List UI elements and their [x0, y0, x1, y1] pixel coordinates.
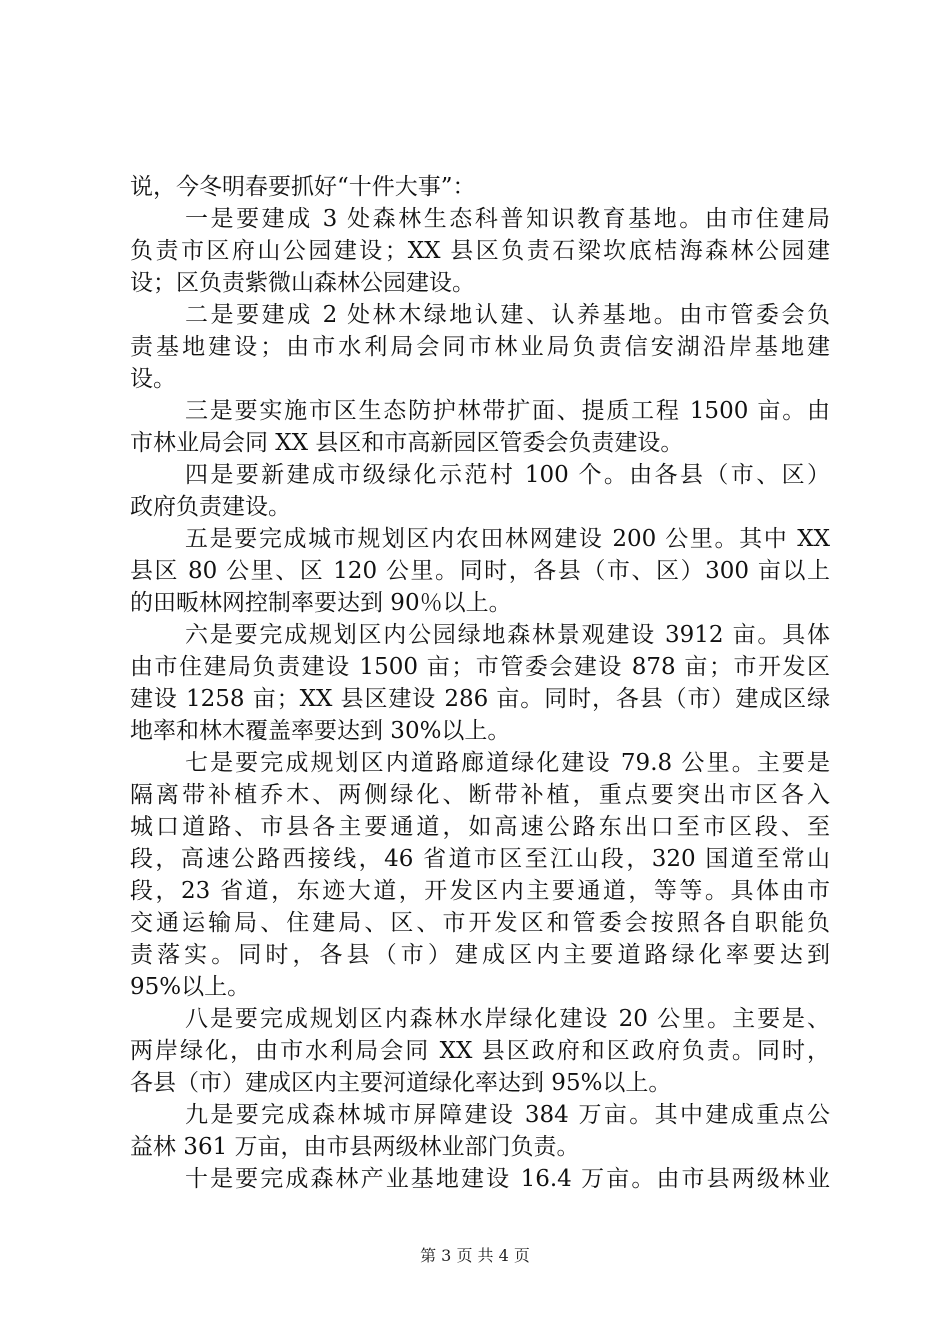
- paragraph-first-line: 十是要完成森林产业基地建设 16.4 万亩。由市县两级林业: [185, 1166, 830, 1192]
- text-line: 说，今冬明春要抓好“十件大事”：: [130, 174, 476, 200]
- text-line: 负责市区府山公园建设；XX 县区负责石梁坎底桔海森林公园建: [130, 238, 830, 264]
- paragraph-first-line: 五是要完成城市规划区内农田林网建设 200 公里。其中 XX: [185, 526, 830, 552]
- text-line: 95%以上。: [130, 974, 251, 1000]
- text-line: 责落实。同时，各县（市）建成区内主要道路绿化率要达到: [130, 942, 830, 968]
- text-line: 隔离带补植乔木、两侧绿化、断带补植，重点要突出市区各入: [130, 782, 830, 808]
- paragraph-first-line: 二是要建成 2 处林木绿地认建、认养基地。由市管委会负: [185, 302, 830, 328]
- text-line: 各县（市）建成区内主要河道绿化率达到 95%以上。: [130, 1070, 672, 1096]
- text-line: 地率和林木覆盖率要达到 30%以上。: [130, 718, 511, 744]
- paragraph-first-line: 九是要完成森林城市屏障建设 384 万亩。其中建成重点公: [185, 1102, 830, 1128]
- text-line: 设；区负责紫微山森林公园建设。: [130, 270, 475, 296]
- text-line: 段，23 省道，东迹大道，开发区内主要通道，等等。具体由市: [130, 878, 830, 904]
- text-line: 交通运输局、住建局、区、市开发区和管委会按照各自职能负: [130, 910, 830, 936]
- paragraph-first-line: 八是要完成规划区内森林水岸绿化建设 20 公里。主要是、: [185, 1006, 830, 1032]
- paragraph-first-line: 三是要实施市区生态防护林带扩面、提质工程 1500 亩。由: [185, 398, 830, 424]
- page-footer: 第 3 页 共 4 页: [420, 1246, 530, 1265]
- text-line: 益林 361 万亩，由市县两级林业部门负责。: [130, 1134, 580, 1160]
- text-line: 建设 1258 亩；XX 县区建设 286 亩。同时，各县（市）建成区绿: [130, 686, 830, 712]
- text-line: 的田畈林网控制率要达到 90％以上。: [130, 590, 512, 616]
- text-line: 县区 80 公里、区 120 公里。同时，各县（市、区）300 亩以上: [130, 558, 830, 584]
- paragraph-first-line: 一是要建成 3 处森林生态科普知识教育基地。由市住建局: [185, 206, 830, 232]
- text-line: 由市住建局负责建设 1500 亩；市管委会建设 878 亩；市开发区: [130, 654, 830, 680]
- text-line: 城口道路、市县各主要通道，如高速公路东出口至市区段、至: [130, 814, 830, 840]
- text-line: 设。: [130, 366, 176, 392]
- text-line: 市林业局会同 XX 县区和市高新园区管委会负责建设。: [130, 430, 684, 456]
- text-line: 责基地建设；由市水利局会同市林业局负责信安湖沿岸基地建: [130, 334, 830, 360]
- paragraph-first-line: 四是要新建成市级绿化示范村 100 个。由各县（市、区）: [185, 462, 830, 488]
- document-body: [130, 171, 830, 1195]
- text-line: 政府负责建设。: [130, 494, 291, 520]
- text-line: 段，高速公路西接线，46 省道市区至江山段，320 国道至常山: [130, 846, 830, 872]
- paragraph-first-line: 六是要完成规划区内公园绿地森林景观建设 3912 亩。具体: [185, 622, 830, 648]
- paragraph-first-line: 七是要完成规划区内道路廊道绿化建设 79.8 公里。主要是: [185, 750, 830, 776]
- text-line: 两岸绿化，由市水利局会同 XX 县区政府和区政府负责。同时，: [130, 1038, 830, 1064]
